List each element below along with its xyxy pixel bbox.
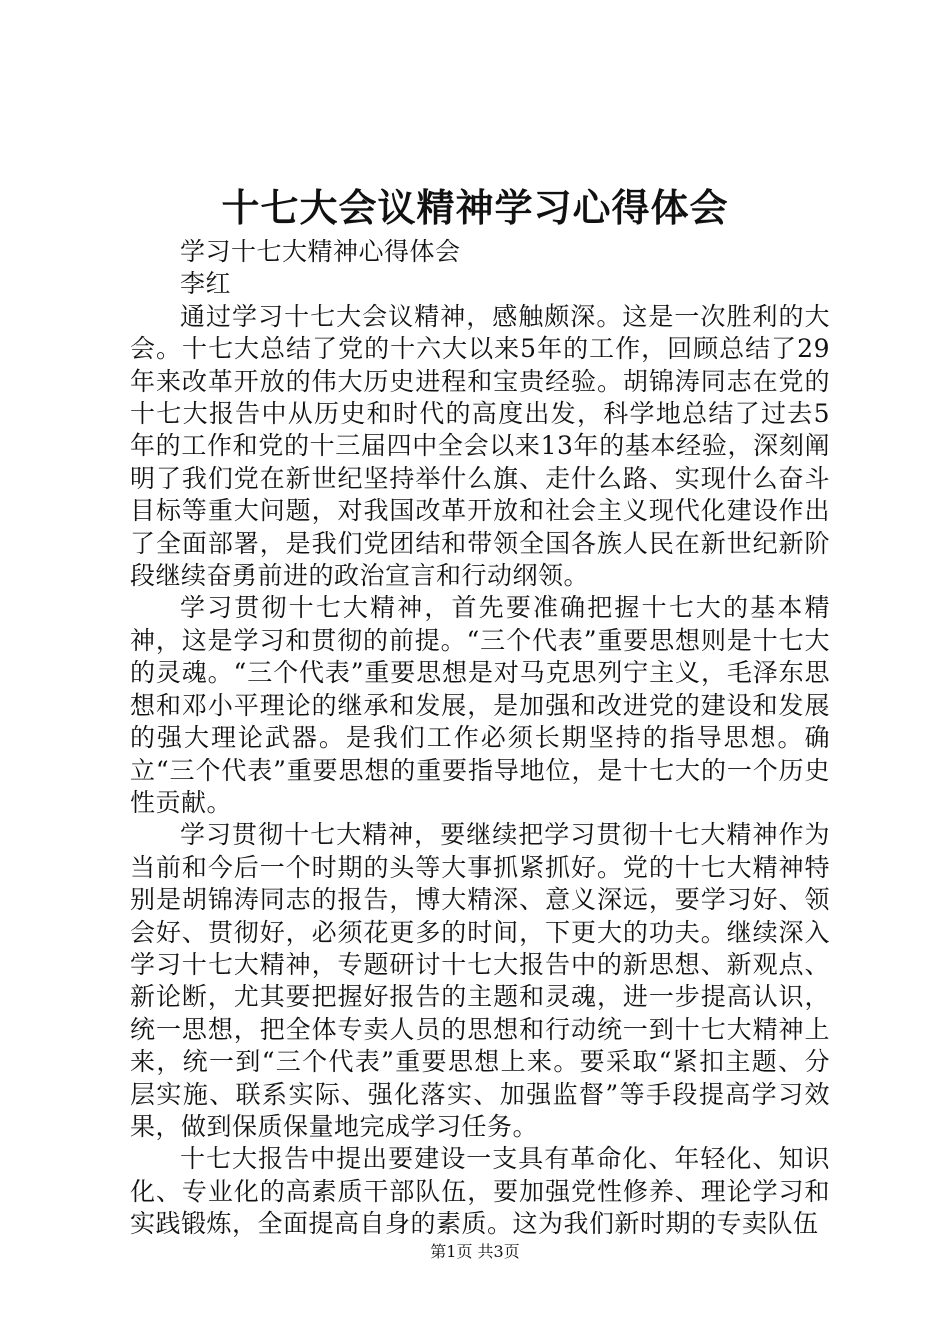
- paragraph-4: 十七大报告中提出要建设一支具有革命化、年轻化、知识化、专业化的高素质干部队伍，要加强党性修养、理论学习和实践锻炼，全面提高自身的素质。这为我们新时期的专卖队伍: [130, 1144, 830, 1239]
- paragraph-3: 学习贯彻十七大精神，要继续把学习贯彻十七大精神作为当前和今后一个时期的头等大事抓紧抓好。党的十七大精神特别是胡锦涛同志的报告，博大精深、意义深远，要学习好、领会好、贯彻好，必须花更多的时间，下更大的功夫。继续深入学习十七大精神，专题研讨十七大报告中的新思想、新观点、新论断，尤其要把握好报告的主题和灵魂，进一步提高认识，统一思想，把全体专卖人员的思想和行动统一到十七大精神上来，统一到“三个代表”重要思想上来。要采取“紧扣主题、分层实施、联系实际、强化落实、加强监督”等手段提高学习效果，做到保质保量地完成学习任务。: [130, 820, 830, 1141]
- document-body: [130, 236, 830, 1241]
- paragraph-2: 学习贯彻十七大精神，首先要准确把握十七大的基本精神，这是学习和贯彻的前提。“三个代表”重要思想则是十七大的灵魂。“三个代表”重要思想是对马克思列宁主义，毛泽东思想和邓小平理论的继承和发展，是加强和改进党的建设和发展的强大理论武器。是我们工作必须长期坚持的指导思想。确立“三个代表”重要思想的重要指导地位，是十七大的一个历史性贡献。: [130, 593, 830, 817]
- document-title: 十七大会议精神学习心得体会: [221, 185, 729, 230]
- document-author: 李红: [180, 269, 232, 299]
- document-subtitle: 学习十七大精神心得体会: [180, 237, 461, 266]
- page-footer: 第1页 共3页: [430, 1242, 520, 1261]
- paragraph-1: 通过学习十七大会议精神，感触颇深。这是一次胜利的大会。十七大总结了党的十六大以来5年的工作，回顾总结了29年来改革开放的伟大历史进程和宝贵经验。胡锦涛同志在党的十七大报告中从历史和时代的高度出发，科学地总结了过去5年的工作和党的十三届四中全会以来13年的基本经验，深刻阐明了我们党在新世纪坚持举什么旗、走什么路、实现什么奋斗目标等重大问题，对我国改革开放和社会主义现代化建设作出了全面部署，是我们党团结和带领全国各族人民在新世纪新阶段继续奋勇前进的政治宣言和行动纲领。: [130, 301, 830, 591]
